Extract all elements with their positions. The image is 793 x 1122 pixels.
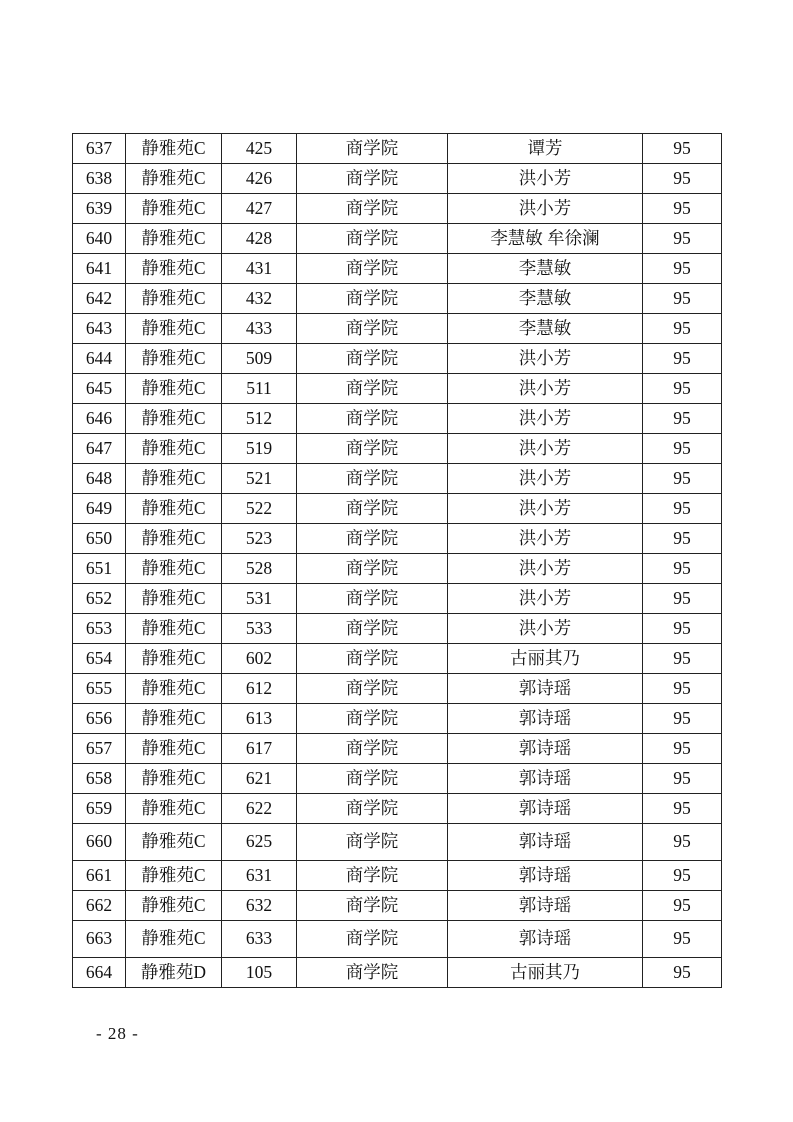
- room-number-cell: 622: [222, 794, 297, 824]
- building-cell: 静雅苑C: [126, 891, 222, 921]
- row-number-cell: 647: [73, 434, 126, 464]
- counselor-cell: 郭诗瑶: [448, 764, 643, 794]
- score-cell: 95: [643, 464, 722, 494]
- building-cell: 静雅苑C: [126, 861, 222, 891]
- building-cell: 静雅苑C: [126, 524, 222, 554]
- building-cell: 静雅苑C: [126, 764, 222, 794]
- building-cell: 静雅苑C: [126, 434, 222, 464]
- college-cell: 商学院: [297, 674, 448, 704]
- row-number-cell: 637: [73, 134, 126, 164]
- college-cell: 商学院: [297, 434, 448, 464]
- college-cell: 商学院: [297, 524, 448, 554]
- counselor-cell: 洪小芳: [448, 194, 643, 224]
- table-row: [73, 494, 722, 524]
- counselor-cell: 古丽其乃: [448, 644, 643, 674]
- building-cell: 静雅苑C: [126, 644, 222, 674]
- college-cell: 商学院: [297, 824, 448, 861]
- score-cell: 95: [643, 224, 722, 254]
- room-number-cell: 511: [222, 374, 297, 404]
- counselor-cell: 李慧敏 牟徐澜: [448, 224, 643, 254]
- college-cell: 商学院: [297, 891, 448, 921]
- table-row: [73, 584, 722, 614]
- row-number-cell: 644: [73, 344, 126, 374]
- counselor-cell: 洪小芳: [448, 434, 643, 464]
- row-number-cell: 651: [73, 554, 126, 584]
- score-cell: 95: [643, 891, 722, 921]
- building-cell: 静雅苑C: [126, 704, 222, 734]
- table-row: [73, 891, 722, 921]
- college-cell: 商学院: [297, 404, 448, 434]
- counselor-cell: 洪小芳: [448, 494, 643, 524]
- score-cell: 95: [643, 254, 722, 284]
- college-cell: 商学院: [297, 861, 448, 891]
- college-cell: 商学院: [297, 464, 448, 494]
- building-cell: 静雅苑C: [126, 734, 222, 764]
- counselor-cell: 郭诗瑶: [448, 824, 643, 861]
- score-cell: 95: [643, 704, 722, 734]
- college-cell: 商学院: [297, 374, 448, 404]
- row-number-cell: 648: [73, 464, 126, 494]
- room-number-cell: 432: [222, 284, 297, 314]
- row-number-cell: 658: [73, 764, 126, 794]
- building-cell: 静雅苑C: [126, 794, 222, 824]
- table-row: [73, 674, 722, 704]
- college-cell: 商学院: [297, 254, 448, 284]
- room-number-cell: 621: [222, 764, 297, 794]
- college-cell: 商学院: [297, 194, 448, 224]
- room-number-cell: 613: [222, 704, 297, 734]
- table-row: [73, 824, 722, 861]
- counselor-cell: 洪小芳: [448, 374, 643, 404]
- counselor-cell: 谭芳: [448, 134, 643, 164]
- table-row: [73, 524, 722, 554]
- row-number-cell: 662: [73, 891, 126, 921]
- row-number-cell: 646: [73, 404, 126, 434]
- score-cell: 95: [643, 921, 722, 958]
- score-cell: 95: [643, 824, 722, 861]
- row-number-cell: 657: [73, 734, 126, 764]
- row-number-cell: 654: [73, 644, 126, 674]
- table-row: [73, 164, 722, 194]
- score-cell: 95: [643, 524, 722, 554]
- room-number-cell: 528: [222, 554, 297, 584]
- table-row: [73, 794, 722, 824]
- row-number-cell: 661: [73, 861, 126, 891]
- room-number-cell: 625: [222, 824, 297, 861]
- table-body: [73, 134, 722, 988]
- building-cell: 静雅苑C: [126, 194, 222, 224]
- college-cell: 商学院: [297, 734, 448, 764]
- counselor-cell: 洪小芳: [448, 464, 643, 494]
- score-cell: 95: [643, 134, 722, 164]
- college-cell: 商学院: [297, 764, 448, 794]
- counselor-cell: 洪小芳: [448, 404, 643, 434]
- table-row: [73, 314, 722, 344]
- building-cell: 静雅苑C: [126, 164, 222, 194]
- room-number-cell: 523: [222, 524, 297, 554]
- room-number-cell: 632: [222, 891, 297, 921]
- score-cell: 95: [643, 284, 722, 314]
- building-cell: 静雅苑C: [126, 254, 222, 284]
- college-cell: 商学院: [297, 284, 448, 314]
- room-number-cell: 533: [222, 614, 297, 644]
- score-cell: 95: [643, 674, 722, 704]
- counselor-cell: 洪小芳: [448, 344, 643, 374]
- counselor-cell: 洪小芳: [448, 554, 643, 584]
- score-cell: 95: [643, 794, 722, 824]
- counselor-cell: 李慧敏: [448, 284, 643, 314]
- table-row: [73, 134, 722, 164]
- room-number-cell: 617: [222, 734, 297, 764]
- score-cell: 95: [643, 494, 722, 524]
- counselor-cell: 古丽其乃: [448, 958, 643, 988]
- building-cell: 静雅苑C: [126, 284, 222, 314]
- college-cell: 商学院: [297, 584, 448, 614]
- score-cell: 95: [643, 734, 722, 764]
- building-cell: 静雅苑C: [126, 404, 222, 434]
- room-number-cell: 427: [222, 194, 297, 224]
- college-cell: 商学院: [297, 921, 448, 958]
- room-number-cell: 425: [222, 134, 297, 164]
- college-cell: 商学院: [297, 134, 448, 164]
- counselor-cell: 洪小芳: [448, 584, 643, 614]
- row-number-cell: 660: [73, 824, 126, 861]
- score-cell: 95: [643, 194, 722, 224]
- table-row: [73, 284, 722, 314]
- college-cell: 商学院: [297, 164, 448, 194]
- room-number-cell: 428: [222, 224, 297, 254]
- room-number-cell: 431: [222, 254, 297, 284]
- row-number-cell: 645: [73, 374, 126, 404]
- counselor-cell: 洪小芳: [448, 614, 643, 644]
- table-row: [73, 644, 722, 674]
- room-number-cell: 633: [222, 921, 297, 958]
- building-cell: 静雅苑D: [126, 958, 222, 988]
- counselor-cell: 洪小芳: [448, 164, 643, 194]
- building-cell: 静雅苑C: [126, 554, 222, 584]
- counselor-cell: 郭诗瑶: [448, 921, 643, 958]
- score-cell: 95: [643, 614, 722, 644]
- table-row: [73, 958, 722, 988]
- counselor-cell: 郭诗瑶: [448, 794, 643, 824]
- score-cell: 95: [643, 374, 722, 404]
- building-cell: 静雅苑C: [126, 344, 222, 374]
- row-number-cell: 656: [73, 704, 126, 734]
- row-number-cell: 650: [73, 524, 126, 554]
- score-cell: 95: [643, 164, 722, 194]
- row-number-cell: 664: [73, 958, 126, 988]
- row-number-cell: 663: [73, 921, 126, 958]
- score-cell: 95: [643, 958, 722, 988]
- college-cell: 商学院: [297, 554, 448, 584]
- counselor-cell: 李慧敏: [448, 254, 643, 284]
- room-number-cell: 519: [222, 434, 297, 464]
- college-cell: 商学院: [297, 314, 448, 344]
- row-number-cell: 659: [73, 794, 126, 824]
- building-cell: 静雅苑C: [126, 921, 222, 958]
- table-row: [73, 194, 722, 224]
- room-number-cell: 509: [222, 344, 297, 374]
- counselor-cell: 李慧敏: [448, 314, 643, 344]
- room-number-cell: 433: [222, 314, 297, 344]
- college-cell: 商学院: [297, 224, 448, 254]
- table-row: [73, 434, 722, 464]
- table-row: [73, 921, 722, 958]
- table-row: [73, 614, 722, 644]
- score-cell: 95: [643, 344, 722, 374]
- row-number-cell: 640: [73, 224, 126, 254]
- building-cell: 静雅苑C: [126, 614, 222, 644]
- score-cell: 95: [643, 644, 722, 674]
- college-cell: 商学院: [297, 644, 448, 674]
- score-cell: 95: [643, 584, 722, 614]
- table-row: [73, 254, 722, 284]
- building-cell: 静雅苑C: [126, 584, 222, 614]
- counselor-cell: 郭诗瑶: [448, 734, 643, 764]
- table-row: [73, 734, 722, 764]
- table-row: [73, 404, 722, 434]
- table-row: [73, 861, 722, 891]
- table-row: [73, 704, 722, 734]
- room-number-cell: 602: [222, 644, 297, 674]
- room-number-cell: 612: [222, 674, 297, 704]
- score-cell: 95: [643, 434, 722, 464]
- building-cell: 静雅苑C: [126, 224, 222, 254]
- room-number-cell: 512: [222, 404, 297, 434]
- room-number-cell: 105: [222, 958, 297, 988]
- college-cell: 商学院: [297, 794, 448, 824]
- score-cell: 95: [643, 404, 722, 434]
- table-row: [73, 764, 722, 794]
- college-cell: 商学院: [297, 958, 448, 988]
- counselor-cell: 郭诗瑶: [448, 891, 643, 921]
- score-cell: 95: [643, 764, 722, 794]
- counselor-cell: 洪小芳: [448, 524, 643, 554]
- table-row: [73, 374, 722, 404]
- college-cell: 商学院: [297, 704, 448, 734]
- table-row: [73, 464, 722, 494]
- room-number-cell: 631: [222, 861, 297, 891]
- counselor-cell: 郭诗瑶: [448, 861, 643, 891]
- college-cell: 商学院: [297, 344, 448, 374]
- row-number-cell: 639: [73, 194, 126, 224]
- building-cell: 静雅苑C: [126, 674, 222, 704]
- row-number-cell: 655: [73, 674, 126, 704]
- row-number-cell: 649: [73, 494, 126, 524]
- page-number: - 28 -: [96, 1024, 139, 1043]
- building-cell: 静雅苑C: [126, 824, 222, 861]
- building-cell: 静雅苑C: [126, 494, 222, 524]
- score-cell: 95: [643, 861, 722, 891]
- counselor-cell: 郭诗瑶: [448, 704, 643, 734]
- building-cell: 静雅苑C: [126, 134, 222, 164]
- table-row: [73, 224, 722, 254]
- college-cell: 商学院: [297, 494, 448, 524]
- counselor-cell: 郭诗瑶: [448, 674, 643, 704]
- building-cell: 静雅苑C: [126, 464, 222, 494]
- college-cell: 商学院: [297, 614, 448, 644]
- score-cell: 95: [643, 314, 722, 344]
- row-number-cell: 653: [73, 614, 126, 644]
- room-number-cell: 426: [222, 164, 297, 194]
- row-number-cell: 643: [73, 314, 126, 344]
- dormitory-score-table: [72, 133, 722, 988]
- table-row: [73, 344, 722, 374]
- building-cell: 静雅苑C: [126, 374, 222, 404]
- room-number-cell: 522: [222, 494, 297, 524]
- building-cell: 静雅苑C: [126, 314, 222, 344]
- score-cell: 95: [643, 554, 722, 584]
- room-number-cell: 531: [222, 584, 297, 614]
- row-number-cell: 642: [73, 284, 126, 314]
- room-number-cell: 521: [222, 464, 297, 494]
- row-number-cell: 641: [73, 254, 126, 284]
- row-number-cell: 652: [73, 584, 126, 614]
- table-row: [73, 554, 722, 584]
- row-number-cell: 638: [73, 164, 126, 194]
